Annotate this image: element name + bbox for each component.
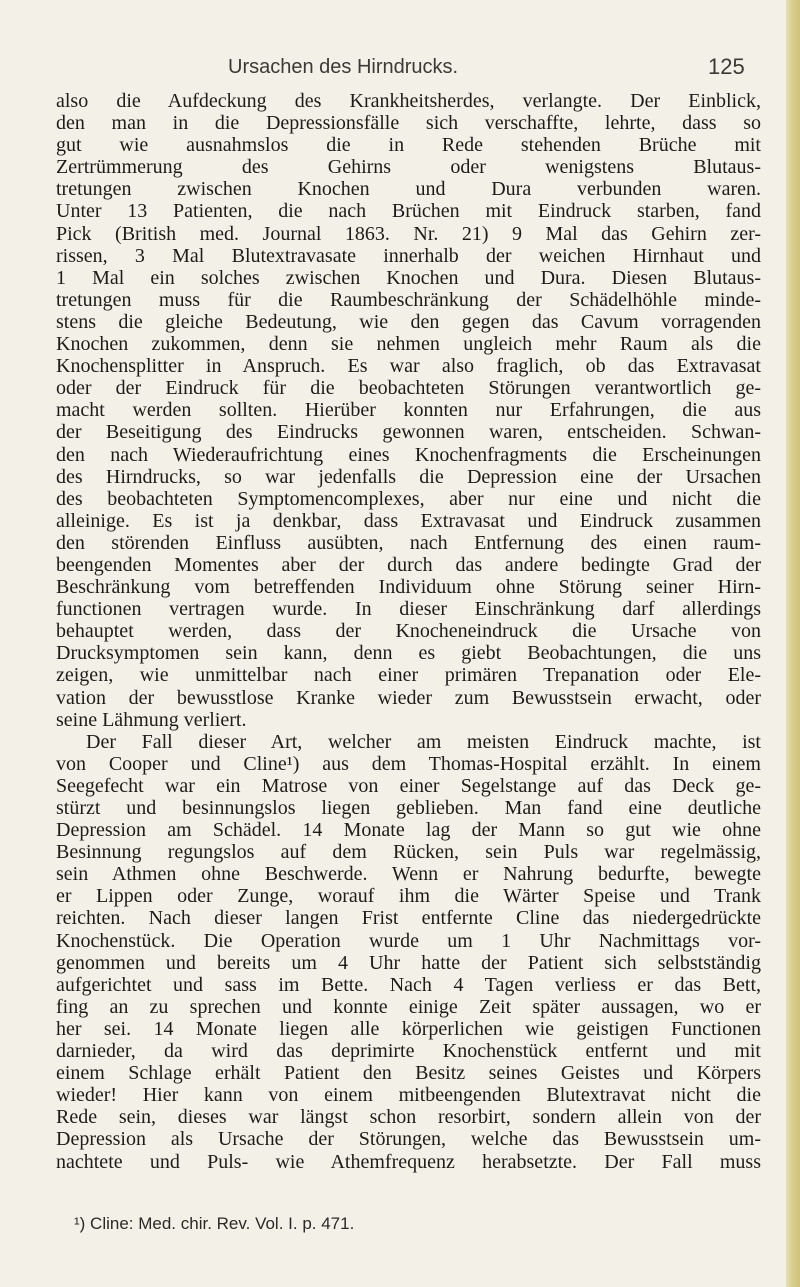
text-line: Besinnung regungslos auf dem Rücken, sein Puls war regelmässig, [56, 841, 761, 864]
text-line: der Beseitigung des Eindrucks gewonnen waren, entscheiden. Schwan- [56, 421, 761, 444]
text-line: rissen, 3 Mal Blutextravasate innerhalb der weichen Hirnhaut und [56, 244, 761, 267]
text-line: darnieder, da wird das deprimirte Knochenstück entfernt und mit [56, 1040, 761, 1063]
text-line: Rede sein, dieses war längst schon resorbirt, sondern allein von der [56, 1106, 761, 1129]
text-line: tretungen zwischen Knochen und Dura verbunden waren. [56, 178, 761, 201]
text-line: Zertrümmerung des Gehirns oder wenigstens Blutaus- [56, 156, 761, 179]
text-line: den nach Wiederaufrichtung eines Knochenfragments die Erscheinungen [56, 443, 761, 466]
text-line: Knochenstück. Die Operation wurde um 1 Uhr Nachmittags vor- [56, 929, 761, 952]
text-line: des Hirndrucks, so war jedenfalls die Depression eine der Ursachen [56, 465, 761, 488]
text-line: von Cooper und Cline¹) aus dem Thomas-Hospital erzählt. In einem [56, 752, 761, 775]
text-line: Seegefecht war ein Matrose von einer Segelstange auf das Deck ge- [56, 774, 761, 797]
text-line: her sei. 14 Monate liegen alle körperlichen wie geistigen Functionen [56, 1017, 761, 1040]
text-line: er Lippen oder Zunge, worauf ihm die Wärter Speise und Trank [56, 885, 761, 908]
text-line: stürzt und besinnungslos liegen geblieben. Man fand eine deutliche [56, 797, 761, 819]
text-line: zeigen, wie unmittelbar nach einer primären Trepanation oder Ele- [56, 664, 761, 687]
text-line: den störenden Einfluss ausübten, nach Entfernung des einen raum- [56, 531, 761, 554]
text-line: alleinige. Es ist ja denkbar, dass Extravasat und Eindruck zusammen [56, 509, 761, 532]
text-line: des beobachteten Symptomencomplexes, aber nur eine und nicht die [56, 487, 761, 510]
text-line: fing an zu sprechen und konnte einige Zeit später aussagen, wo er [56, 995, 761, 1018]
text-line: beengenden Momentes aber der durch das andere bedingte Grad der [56, 553, 761, 576]
text-line: 1 Mal ein solches zwischen Knochen und Dura. Diesen Blutaus- [56, 266, 761, 289]
text-line: den man in die Depressionsfälle sich verschaffte, lehrte, dass so [56, 112, 761, 135]
body-text [56, 90, 761, 1173]
running-head: Ursachen des Hirndrucks. [228, 56, 459, 78]
text-line: reichten. Nach dieser langen Frist entfernte Cline das niedergedrückte [56, 907, 761, 930]
text-line: aufgerichtet und sass im Bette. Nach 4 Tagen verliess er das Bett, [56, 973, 761, 996]
text-line: seine Lähmung verliert. [56, 708, 247, 731]
text-line: also die Aufdeckung des Krankheitsherdes, verlangte. Der Einblick, [56, 90, 761, 112]
text-line: behauptet werden, dass der Knocheneindruck die Ursache von [56, 620, 761, 643]
text-line: Knochensplitter in Anspruch. Es war also fraglich, ob das Extravasat [56, 355, 761, 378]
text-line: Unter 13 Patienten, die nach Brüchen mit Eindruck starben, fand [56, 200, 761, 223]
page-edge [786, 0, 800, 1287]
page-number: 125 [708, 54, 745, 79]
footnote: ¹) Cline: Med. chir. Rev. Vol. I. p. 471. [74, 1214, 355, 1233]
text-line: wieder! Hier kann von einem mitbeengenden Blutextravat nicht die [56, 1084, 761, 1107]
page-header [0, 54, 800, 84]
text-line: oder der Eindruck für die beobachteten Störungen verantwortlich ge- [56, 377, 761, 400]
text-line: functionen vertragen wurde. In dieser Einschränkung darf allerdings [56, 598, 761, 621]
text-line: tretungen muss für die Raumbeschränkung der Schädelhöhle minde- [56, 288, 761, 311]
text-line: stens die gleiche Bedeutung, wie den gegen das Cavum vorragenden [56, 310, 761, 333]
text-line: genommen und bereits um 4 Uhr hatte der Patient sich selbstständig [56, 951, 761, 974]
text-line: vation der bewusstlose Kranke wieder zum Bewusstsein erwacht, oder [56, 686, 761, 709]
text-line: Knochen zukommen, denn sie nehmen ungleich mehr Raum als die [56, 333, 761, 356]
text-line: gut wie ausnahmslos die in Rede stehenden Brüche mit [56, 134, 761, 157]
text-line: nachtete und Puls- wie Athemfrequenz herabsetzte. Der Fall muss [56, 1150, 761, 1173]
text-line: macht werden sollten. Hierüber konnten nur Erfahrungen, die aus [56, 399, 761, 422]
text-line: Der Fall dieser Art, welcher am meisten Eindruck machte, ist [86, 730, 761, 753]
text-line: Pick (British med. Journal 1863. Nr. 21) 9 Mal das Gehirn zer- [56, 222, 761, 245]
text-line: Drucksymptomen sein kann, denn es giebt Beobachtungen, die uns [56, 642, 761, 665]
text-line: Depression am Schädel. 14 Monate lag der Mann so gut wie ohne [56, 819, 761, 842]
text-line: sein Athmen ohne Beschwerde. Wenn er Nahrung bedurfte, bewegte [56, 863, 761, 886]
text-line: einem Schlage erhält Patient den Besitz seines Geistes und Körpers [56, 1062, 761, 1085]
text-line: Beschränkung vom betreffenden Individuum ohne Störung seiner Hirn- [56, 576, 761, 599]
text-line: Depression als Ursache der Störungen, welche das Bewusstsein um- [56, 1128, 761, 1151]
